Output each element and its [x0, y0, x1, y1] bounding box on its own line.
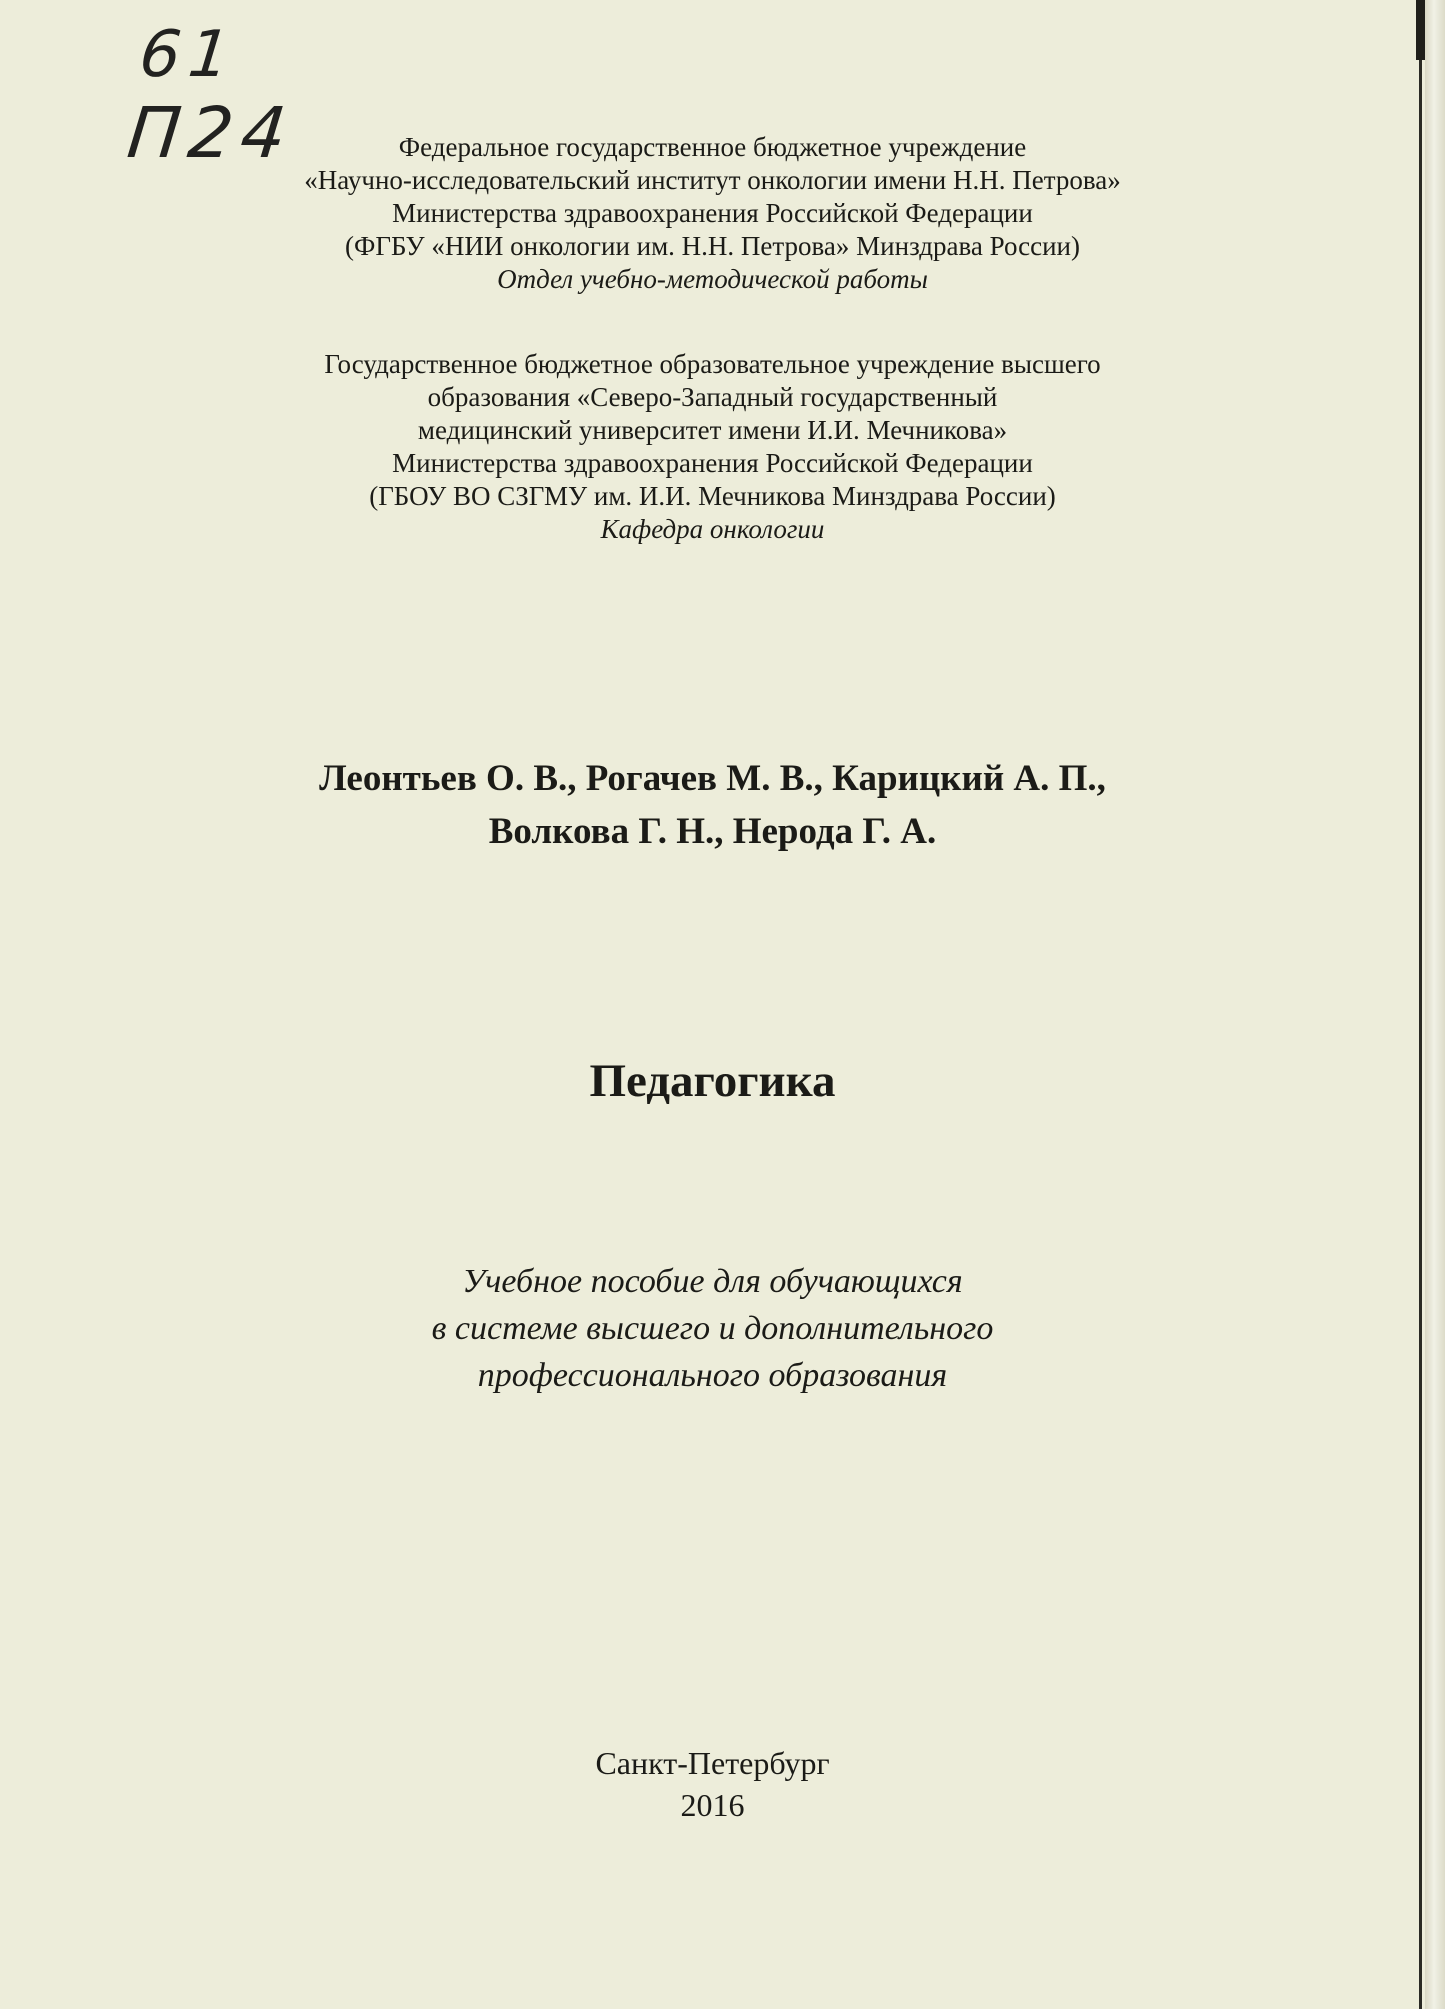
authors-block [0, 752, 1425, 858]
page-right-edge [1425, 0, 1445, 2009]
imprint-year: 2016 [680, 1787, 745, 1823]
institution-1-line-2: «Научно-исследовательский институт онкологии имени Н.Н. Петрова» [304, 165, 1121, 195]
handwritten-shelf-mark-2: П24 [123, 92, 299, 174]
institution-2-line-3: медицинский университет имени И.И. Мечникова» [417, 415, 1008, 445]
subtitle-line-2: в системе высшего и дополнительного [431, 1310, 994, 1347]
book-subtitle [0, 1258, 1425, 1399]
imprint-city: Санкт-Петербург [595, 1745, 830, 1781]
subtitle-line-3: профессионального образования [477, 1357, 948, 1394]
institution-1-line-1: Федеральное государственное бюджетное учреждение [398, 132, 1027, 162]
page-edge-shadow-line [1419, 0, 1422, 2009]
institution-1-line-3: Министерства здравоохранения Российской Федерации [392, 198, 1033, 228]
institution-block-2 [0, 348, 1425, 546]
institution-2-line-4: Министерства здравоохранения Российской Федерации [392, 448, 1033, 478]
institution-1-department: Отдел учебно-методической работы [497, 264, 928, 294]
book-title: Педагогика [589, 1055, 836, 1107]
institution-1-line-4: (ФГБУ «НИИ онкологии им. Н.Н. Петрова» Минздрава России) [345, 231, 1080, 261]
handwritten-shelf-mark-1: 61 [136, 18, 242, 92]
authors-line-1: Леонтьев О. В., Рогачев М. В., Карицкий А. П., [319, 758, 1106, 799]
page-edge-top-shadow [1416, 0, 1425, 60]
institution-2-line-5: (ГБОУ ВО СЗГМУ им. И.И. Мечникова Минздрава России) [369, 481, 1056, 511]
imprint-block [0, 1742, 1425, 1826]
institution-2-line-1: Государственное бюджетное образовательное учреждение высшего [324, 349, 1101, 379]
institution-2-line-2: образования «Северо-Западный государственный [427, 382, 998, 412]
institution-block-1 [0, 131, 1425, 296]
subtitle-line-1: Учебное пособие для обучающихся [462, 1263, 963, 1300]
authors-line-2: Волкова Г. Н., Нерода Г. А. [488, 811, 937, 852]
institution-2-department: Кафедра онкологии [600, 514, 825, 544]
